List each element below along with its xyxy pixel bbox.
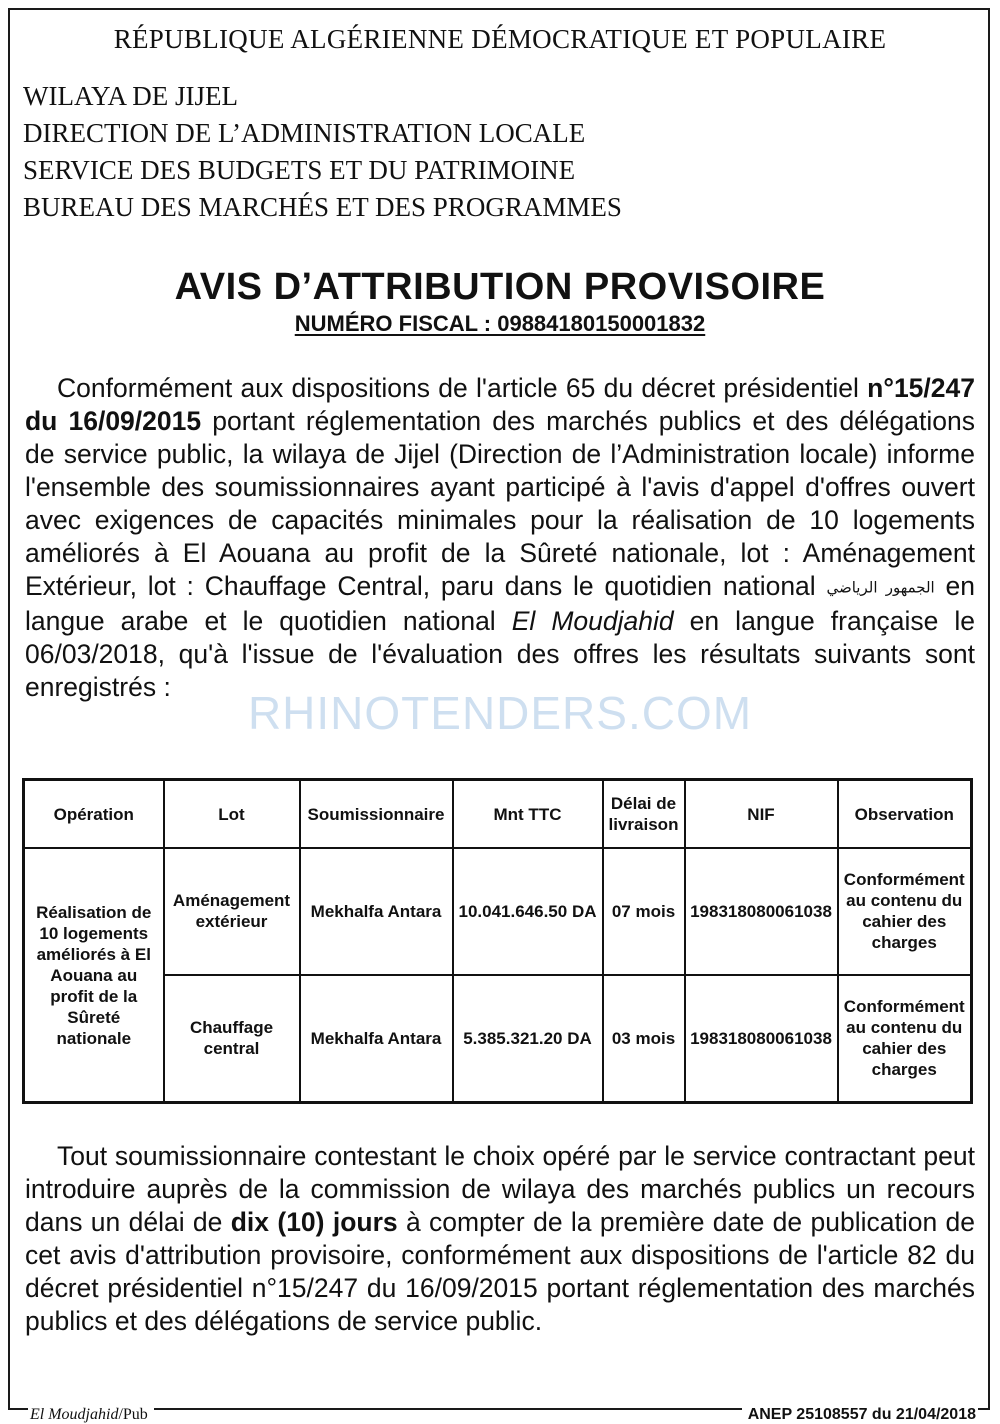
header-montant: Mnt TTC: [453, 780, 603, 849]
fiscal-number: NUMÉRO FISCAL : 09884180150001832: [294, 311, 706, 336]
newspaper-credit-suffix: /Pub: [118, 1406, 148, 1423]
admin-line-wilaya: WILAYA DE JIJEL: [23, 81, 238, 111]
newspaper-credit-name: El Moudjahid: [30, 1406, 119, 1423]
closing-paragraph: [25, 1140, 975, 1338]
header-lot: Lot: [164, 780, 300, 849]
admin-line-direction: DIRECTION DE L’ADMINISTRATION LOCALE: [23, 118, 586, 148]
republic-heading: RÉPUBLIQUE ALGÉRIENNE DÉMOCRATIQUE ET POPULAIRE: [113, 24, 887, 54]
intro-text-2: portant réglementation des marchés publics et des délégations de service public, la wilaya de Jijel (Direction de l’Administration locale) informe l'ensemble des soumissionnaires ayant participé à l'avis d'appel d'offres ouvert avec exigences de capacités minimales pour la réalisation de 10 logements améliorés à El Aouana au profit de la Sûreté nationale, lot : Aménagement Extérieur, lot : Chauffage Central, paru dans le quotidien national: [25, 406, 975, 601]
intro-text-4: en langue française le 06/03/2018, qu'à l'issue de l'évaluation des offres les résultats suivants sont enregistrés :: [25, 605, 976, 702]
cell-operation: Réalisation de 10 logements améliorés à El Aouana au profit de la Sûreté nationale: [24, 848, 164, 1103]
publication-credit: [28, 1406, 154, 1424]
cell-nif: 198318080061038: [685, 848, 838, 975]
closing-text-2: à compter de la première date de publication de cet avis d'attribution provisoire, conformément aux dispositions de l'article 82 du décret présidentiel n°15/247 du 16/09/2015 portant réglementation des marchés publics et des délégations de service public.: [25, 1207, 975, 1336]
header-delai: Délai de livraison: [603, 780, 685, 849]
table-row: [24, 975, 972, 1103]
appeal-deadline: dix (10) jours: [230, 1207, 398, 1237]
cell-delai: 07 mois: [603, 848, 685, 975]
admin-line-service: SERVICE DES BUDGETS ET DU PATRIMOINE: [23, 155, 576, 185]
admin-line-bureau: BUREAU DES MARCHÉS ET DES PROGRAMMES: [23, 192, 622, 222]
cell-montant: 10.041.646.50 DA: [453, 848, 603, 975]
arabic-newspaper-name: الجمهور الرياضي: [826, 578, 935, 597]
cell-soumissionnaire: Mekhalfa Antara: [300, 848, 453, 975]
header-operation: Opération: [24, 780, 164, 849]
header-nif: NIF: [685, 780, 838, 849]
results-table: [22, 778, 973, 1104]
intro-text-3: en langue arabe et le quotidien national: [25, 571, 976, 636]
table-header-row: [24, 780, 972, 849]
header-soumissionnaire: Soumissionnaire: [300, 780, 453, 849]
anep-reference: ANEP 25108557 du 21/04/2018: [742, 1406, 978, 1424]
administration-block: [23, 78, 622, 226]
intro-paragraph: [25, 372, 975, 704]
newspaper-name: El Moudjahid: [511, 605, 674, 636]
decree-reference: n°15/247 du 16/09/2015: [25, 373, 975, 436]
cell-lot: Aménagement extérieur: [164, 848, 300, 975]
cell-observation: Conformément au contenu du cahier des charges: [838, 848, 972, 975]
header-observation: Observation: [838, 780, 972, 849]
fiscal-number-line: [0, 311, 1000, 337]
watermark: RHINOTENDERS.COM: [247, 687, 753, 739]
cell-observation: Conformément au contenu du cahier des charges: [838, 975, 972, 1103]
cell-delai: 03 mois: [603, 975, 685, 1103]
cell-montant: 5.385.321.20 DA: [453, 975, 603, 1103]
intro-text-1: Conformément aux dispositions de l'article 65 du décret présidentiel: [57, 373, 868, 403]
notice-title: AVIS D’ATTRIBUTION PROVISOIRE: [174, 266, 826, 308]
cell-lot: Chauffage central: [164, 975, 300, 1103]
table-row: [24, 848, 972, 975]
cell-soumissionnaire: Mekhalfa Antara: [300, 975, 453, 1103]
cell-nif: 198318080061038: [685, 975, 838, 1103]
closing-text-1: Tout soumissionnaire contestant le choix opéré par le service contractant peut introduire auprès de la commission de wilaya des marchés publics un recours dans un délai de: [25, 1141, 975, 1237]
